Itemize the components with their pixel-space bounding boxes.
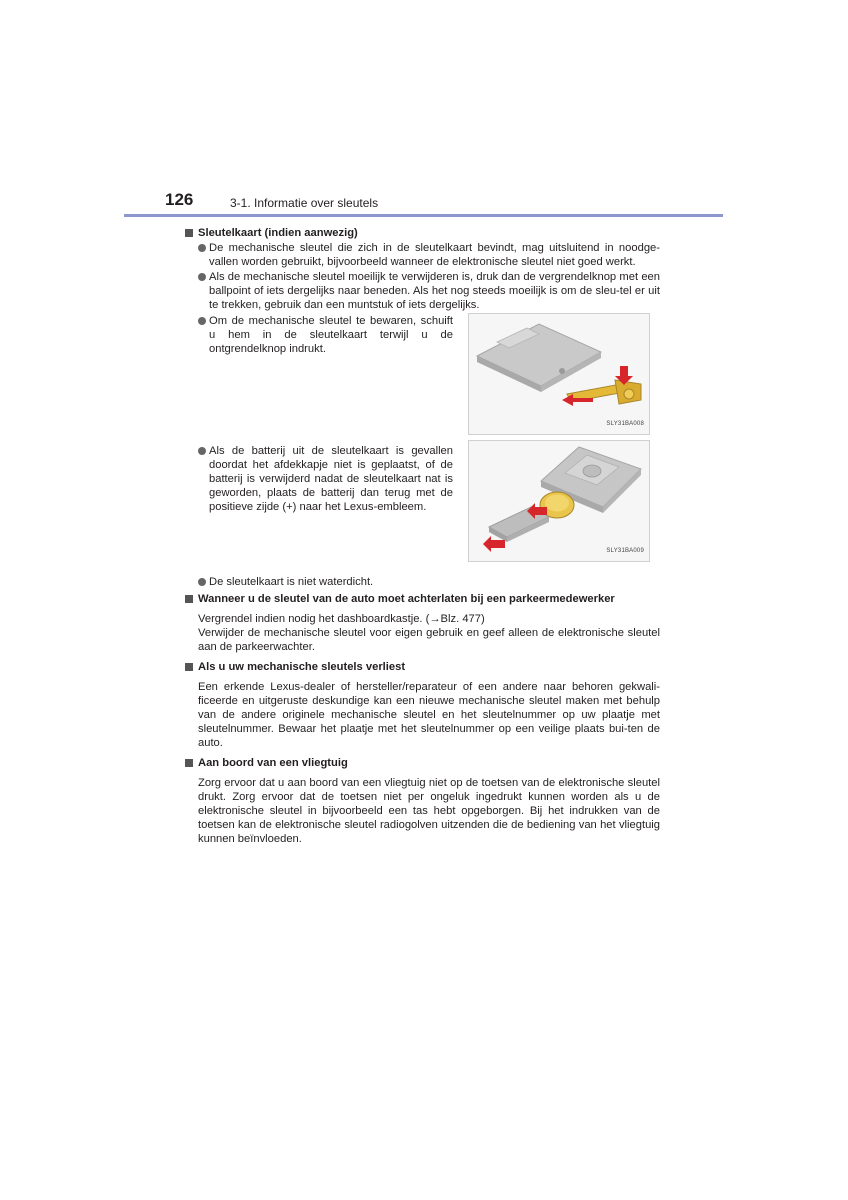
list-item-text: De mechanische sleutel die zich in de sleutelkaart bevindt, mag uitsluitend in noodge-vallen worden gebruikt, bijvoorbeeld wanneer de elektronische sleutel niet goed werkt. [209, 242, 660, 268]
list-item [185, 444, 453, 514]
round-bullet-icon [198, 578, 206, 586]
section-title: Wanneer u de sleutel van de auto moet achterlaten bij een parkeermedewerker [198, 593, 615, 605]
header-rule [124, 214, 723, 217]
section-title: Sleutelkaart (indien aanwezig) [198, 227, 358, 239]
chapter-title: 3-1. Informatie over sleutels [230, 196, 379, 210]
list-item-text: Om de mechanische sleutel te bewaren, schuift u hem in de sleutelkaart terwijl u de ontgrendelknop indrukt. [209, 315, 453, 355]
section-title: Aan boord van een vliegtuig [198, 757, 348, 769]
list-item [185, 314, 453, 356]
figure-code: SLY31BA008 [606, 421, 644, 427]
paragraph: Een erkende Lexus-dealer of hersteller/reparateur of een andere naar behoren gekwali-ficeerde en uitgeruste deskundige kan een nieuwe mechanische sleutel maken met behulp van de andere originele mechanische sleutel en het sleutelnummer op uw plaatje met sleutelnummer. Bewaar het plaatje met het sleutelnummer op een veilige plaats bui-ten de auto. [198, 681, 660, 749]
square-bullet-icon [185, 595, 193, 603]
square-bullet-icon [185, 229, 193, 237]
section-heading [185, 226, 660, 240]
list-item-text: Als de batterij uit de sleutelkaart is gevallen doordat het afdekkapje niet is geplaatst, of de batterij is verwijderd nadat de sleutelkaart nat is geworden, plaats de batterij dan terug met de positieve zijde (+) naar het Lexus-embleem. [209, 445, 453, 513]
paragraph: Zorg ervoor dat u aan boord van een vliegtuig niet op de toetsen van de elektronische sleutel drukt. Zorg ervoor dat de toetsen niet per ongeluk ingedrukt kunnen worden als u de elektronische sleutel in bijvoorbeeld een tas hebt opgeborgen. Bij het indrukken van de toetsen kan de elektronische sleutel radiogolven uitzenden die de bediening van het vliegtuig kunnen beïnvloeden. [198, 777, 660, 845]
paragraph: Vergrendel indien nodig het dashboardkastje. (→Blz. 477) [198, 613, 485, 625]
paragraph: Verwijder de mechanische sleutel voor eigen gebruik en geef alleen de elektronische sleutel aan de parkeerwachter. [198, 627, 660, 653]
section-heading [185, 756, 660, 770]
figure-battery-insert [468, 440, 650, 562]
section-heading [185, 660, 660, 674]
section-heading [185, 592, 660, 606]
list-item [185, 241, 660, 269]
battery-illustration [469, 441, 649, 561]
list-item-text: Als de mechanische sleutel moeilijk te verwijderen is, druk dan de vergrendelknop met een ballpoint of iets dergelijks naar beneden. Als het nog steeds moeilijk is om de sleu-tel er uit te trekken, gebruik dan een muntstuk of iets dergelijks. [209, 271, 660, 311]
page-number: 126 [165, 190, 194, 209]
round-bullet-icon [198, 273, 206, 281]
list-item-text: De sleutelkaart is niet waterdicht. [209, 576, 374, 588]
figure-key-card-insert [468, 313, 650, 435]
round-bullet-icon [198, 447, 206, 455]
round-bullet-icon [198, 317, 206, 325]
square-bullet-icon [185, 663, 193, 671]
list-item [185, 575, 660, 589]
key-card-illustration [469, 314, 649, 434]
section-title: Als u uw mechanische sleutels verliest [198, 661, 406, 673]
figure-code: SLY31BA009 [606, 548, 644, 554]
list-item [185, 270, 660, 312]
square-bullet-icon [185, 759, 193, 767]
round-bullet-icon [198, 244, 206, 252]
page-content [185, 226, 660, 846]
